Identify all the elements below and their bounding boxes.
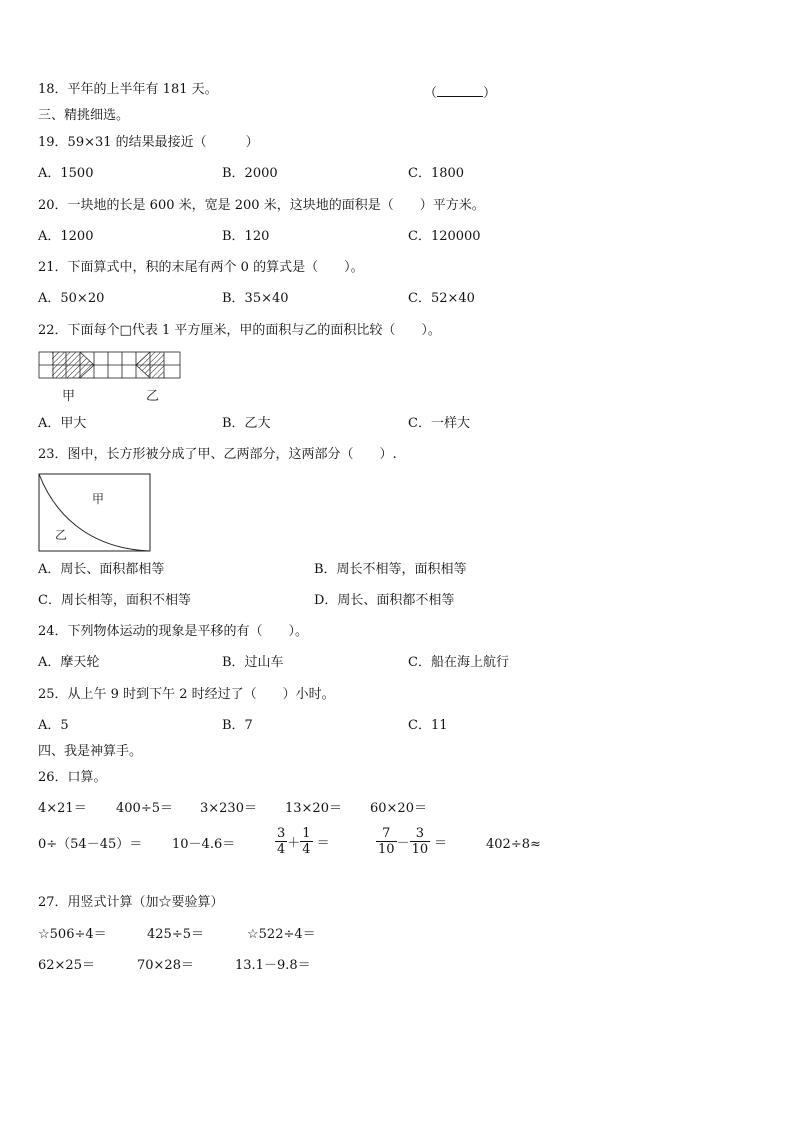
option-19-c[interactable]: C．1800 xyxy=(408,166,465,181)
fraction-sum: $\frac{3}{4}$ ＋ $\frac{1}{4}$ ＝ xyxy=(277,826,330,857)
calc-item: 402÷8≈ xyxy=(486,837,541,852)
option-21-b[interactable]: B．35×40 xyxy=(222,291,289,306)
option-24-c[interactable]: C．船在海上航行 xyxy=(408,655,509,670)
option-25-a[interactable]: A．5 xyxy=(38,718,69,733)
calc-item: 70×28＝ xyxy=(137,958,194,973)
calc-item: 4×21＝ xyxy=(38,801,87,816)
question-21: 21．下面算式中，积的末尾有两个 0 的算式是（ ）。 xyxy=(38,260,364,275)
calc-item: 60×20＝ xyxy=(370,801,427,816)
option-22-a[interactable]: A．甲大 xyxy=(38,416,87,431)
label-jia: 甲 xyxy=(92,492,105,506)
option-22-c[interactable]: C．一样大 xyxy=(408,416,470,431)
option-24-a[interactable]: A．摩天轮 xyxy=(38,655,100,670)
rectangle-figure-23 xyxy=(38,473,152,553)
label-yi: 乙 xyxy=(146,389,160,404)
calc-item: ☆522÷4＝ xyxy=(247,927,316,942)
option-23-a[interactable]: A．周长、面积都相等 xyxy=(38,562,165,577)
question-24: 24．下列物体运动的现象是平移的有（ ）。 xyxy=(38,624,309,639)
answer-blank-18[interactable] xyxy=(424,82,496,101)
option-25-b[interactable]: B．7 xyxy=(222,718,253,733)
question-19: 19．59×31 的结果最接近（ ） xyxy=(38,135,259,150)
fraction: $\frac{3}{4}$ xyxy=(277,826,286,857)
calc-item: ☆506÷4＝ xyxy=(38,927,107,942)
paren-close: ） xyxy=(483,86,497,101)
label-jia: 甲 xyxy=(62,389,76,404)
option-19-b[interactable]: B．2000 xyxy=(222,166,278,181)
fraction: $\frac{1}{4}$ xyxy=(302,826,311,857)
fraction: $\frac{3}{10}$ xyxy=(411,826,429,857)
question-20: 20．一块地的长是 600 米，宽是 200 米，这块地的面积是（ ）平方米。 xyxy=(38,198,485,213)
question-18: 18．平年的上半年有 181 天。 xyxy=(38,82,218,97)
calc-item: 3×230＝ xyxy=(200,801,257,816)
calc-item: 10－4.6＝ xyxy=(172,837,236,852)
paren-open: （ xyxy=(424,86,438,101)
calc-item: 13.1－9.8＝ xyxy=(235,958,311,973)
fraction-difference: $\frac{7}{10}$ － $\frac{3}{10}$ ＝ xyxy=(378,826,448,857)
calc-item: 13×20＝ xyxy=(285,801,342,816)
option-20-c[interactable]: C．120000 xyxy=(408,229,481,244)
section-heading-3: 三、精挑细选。 xyxy=(38,108,130,123)
option-25-c[interactable]: C．11 xyxy=(408,718,448,733)
grid-figure-22 xyxy=(38,350,188,408)
option-20-a[interactable]: A．1200 xyxy=(38,229,94,244)
calc-item: 62×25＝ xyxy=(38,958,95,973)
question-23: 23．图中，长方形被分成了甲、乙两部分，这两部分（ ）. xyxy=(38,447,397,462)
option-19-a[interactable]: A．1500 xyxy=(38,166,94,181)
blank-line xyxy=(437,84,483,97)
question-27: 27．用竖式计算（加☆要验算） xyxy=(38,895,224,910)
calc-item: 425÷5＝ xyxy=(147,927,204,942)
option-21-c[interactable]: C．52×40 xyxy=(408,291,475,306)
fraction: $\frac{7}{10}$ xyxy=(378,826,395,857)
option-23-b[interactable]: B．周长不相等，面积相等 xyxy=(314,562,467,577)
question-22: 22．下面每个□代表 1 平方厘米，甲的面积与乙的面积比较（ ）。 xyxy=(38,323,441,338)
option-23-c[interactable]: C．周长相等，面积不相等 xyxy=(38,593,191,608)
option-21-a[interactable]: A．50×20 xyxy=(38,291,105,306)
option-24-b[interactable]: B．过山车 xyxy=(222,655,284,670)
question-25: 25．从上午 9 时到下午 2 时经过了（ ）小时。 xyxy=(38,687,335,702)
section-heading-4: 四、我是神算手。 xyxy=(38,744,143,759)
option-20-b[interactable]: B．120 xyxy=(222,229,270,244)
question-26: 26．口算。 xyxy=(38,770,107,785)
option-22-b[interactable]: B．乙大 xyxy=(222,416,271,431)
label-yi: 乙 xyxy=(55,528,68,542)
calc-item: 0÷（54－45）＝ xyxy=(38,837,143,852)
calc-item: 400÷5＝ xyxy=(116,801,173,816)
option-23-d[interactable]: D．周长、面积都不相等 xyxy=(314,593,455,608)
